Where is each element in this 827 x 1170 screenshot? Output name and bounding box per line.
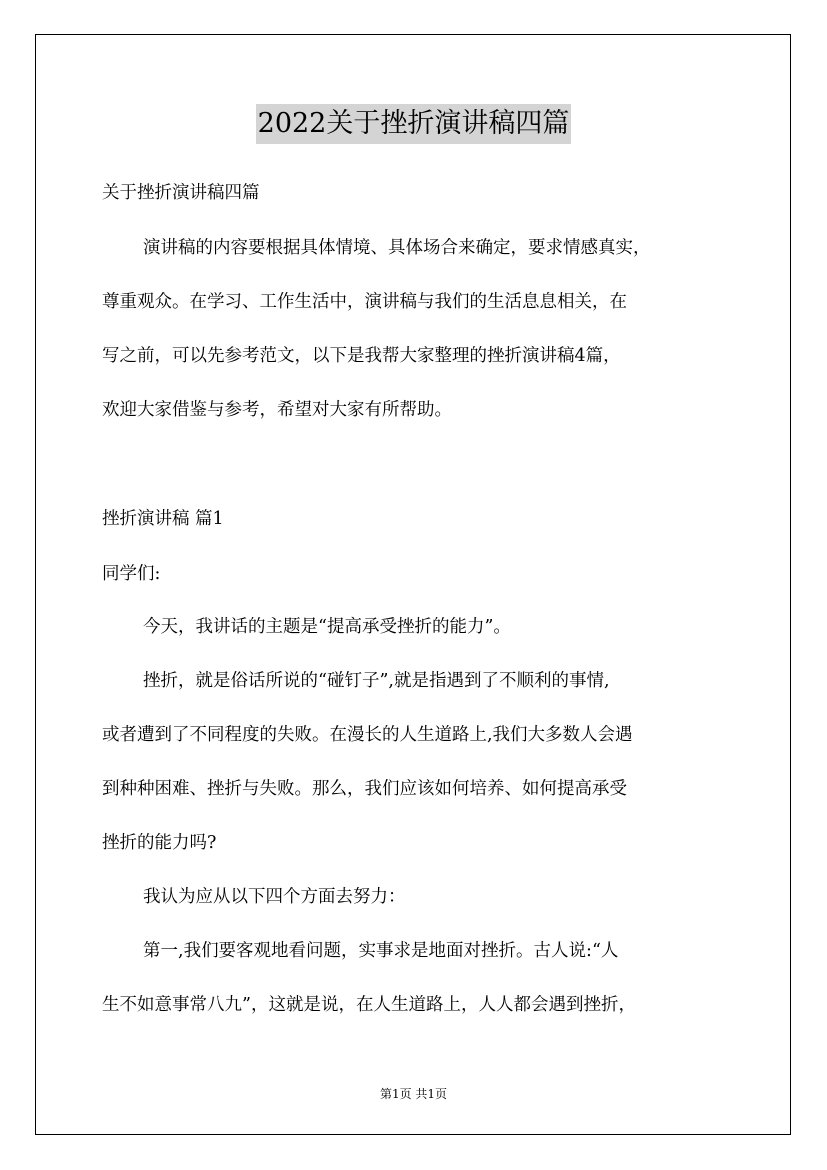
doc-line: 今天，我讲话的主题是“提高承受挫折的能力”。: [143, 617, 511, 637]
doc-line: 挫折，就是俗话所说的“碰钉子”,就是指遇到了不顺利的事情,: [143, 671, 610, 691]
document-title: 2022关于挫折演讲稿四篇: [256, 104, 572, 144]
doc-line: 或者遭到了不同程度的失败。在漫长的人生道路上,我们大多数人会遇: [102, 725, 633, 745]
doc-line-salutation: 同学们:: [102, 564, 161, 584]
doc-line: 演讲稿的内容要根据具体情境、具体场合来确定，要求情感真实，: [143, 238, 651, 258]
doc-line: 我认为应从以下四个方面去努力：: [143, 887, 406, 907]
doc-line: 第一,我们要客观地看问题，实事求是地面对挫折。古人说:“人: [143, 941, 619, 961]
doc-line: 到种种困难、挫折与失败。那么，我们应该如何培养、如何提高承受: [102, 779, 627, 799]
doc-line: 尊重观众。在学习、工作生活中，演讲稿与我们的生活息息相关，在: [102, 292, 627, 312]
doc-line-subtitle: 关于挫折演讲稿四篇: [102, 183, 260, 203]
doc-line: 挫折的能力吗?: [102, 833, 217, 853]
doc-line: 生不如意事常八九”，这就是说，在人生道路上，人人都会遇到挫折，: [102, 995, 636, 1015]
page-footer: 第1页 共1页: [379, 1087, 448, 1101]
doc-line: 写之前，可以先参考范文，以下是我帮大家整理的挫折演讲稿4篇，: [102, 346, 621, 366]
doc-line: 欢迎大家借鉴与参考，希望对大家有所帮助。: [102, 400, 452, 420]
title-container: [0, 104, 827, 144]
section-heading: 挫折演讲稿 篇1: [102, 509, 224, 529]
